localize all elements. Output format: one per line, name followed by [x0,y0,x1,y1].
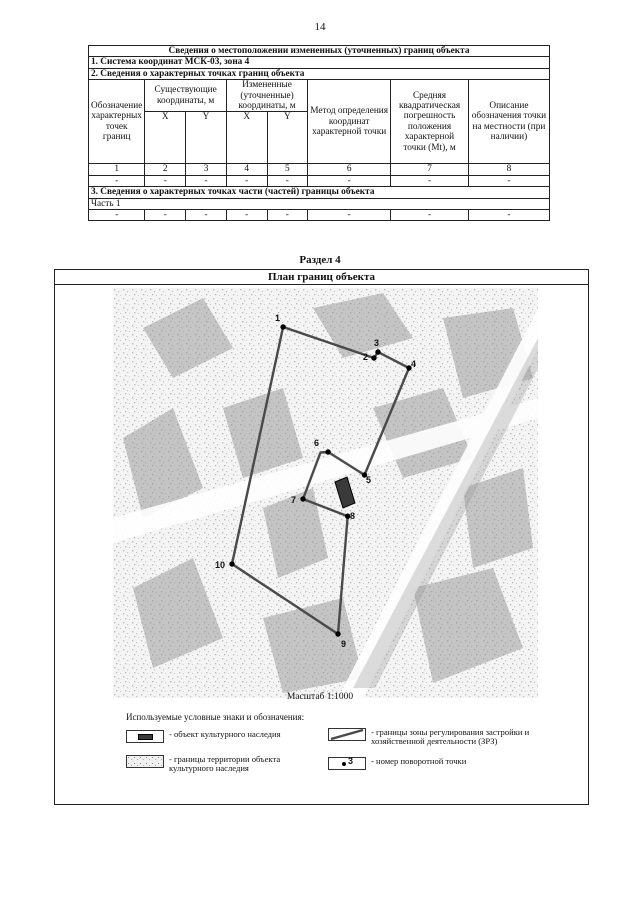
header-existing-y: Y [186,112,227,164]
legend-zone-boundary-text: - границы зоны регулирования застройки и хозяйственной деятельности (ЗРЗ) [371,727,530,747]
table-cell: - [468,210,549,221]
page-number: 14 [314,21,326,33]
plan-frame [54,269,589,805]
table-cell: - [186,210,227,221]
col-number: 7 [391,164,469,175]
table-cell: - [267,210,308,221]
legend-item-territory-boundary [126,755,309,774]
header-existing: Существующие координаты, м [145,80,227,112]
boundary-info-table [88,45,550,221]
table-cell: - [267,175,308,186]
table-cell: - [89,210,145,221]
table-cell: - [145,175,186,186]
header-designation: Обозначение характерных точек границ [89,80,145,164]
part-label-row: Часть 1 [89,198,550,209]
point-label-3: 3 [374,338,380,348]
point-label-7: 7 [291,495,297,505]
zone-boundary-swatch [328,728,366,741]
point-label-8: 8 [350,511,356,521]
part-points-section-row: 3. Сведения о характерных точках части (частей) границы объекта [89,187,550,198]
header-changed-y: Y [267,112,308,164]
col-number: 1 [89,164,145,175]
header-error: Средняя квадратическая погрешность положения характерной точки (Mt), м [391,80,469,164]
col-number: 5 [267,164,308,175]
scale-label: Масштаб 1:1000 [286,692,354,702]
coord-system-row: 1. Система координат МСК-03, зона 4 [89,57,550,68]
col-number: 3 [186,164,227,175]
points-section-row: 2. Сведения о характерных точках границ объекта [89,68,550,79]
table-cell: - [308,210,391,221]
legend-heritage-object-text: - объект культурного наследия [169,729,281,739]
legend-item-point-number [328,757,466,770]
header-description: Описание обозначения точки на местности (при наличии) [468,80,549,164]
point-number-sample: 3 [348,756,354,766]
table-cell: - [226,175,267,186]
table-cell: - [145,210,186,221]
section-title: Раздел 4 [299,254,341,266]
legend-item-heritage-object [126,730,281,743]
boundary-map [113,288,538,698]
table-cell: - [226,210,267,221]
header-changed: Измененные (уточненные) координаты, м [226,80,307,112]
header-method: Метод определения координат характерной точки [308,80,391,164]
point-label-5: 5 [366,475,372,485]
header-existing-x: X [145,112,186,164]
table-cell: - [468,175,549,186]
plan-title: План границ объекта [55,270,588,285]
point-label-2: 2 [363,352,369,362]
point-number-swatch [328,757,366,770]
table-cell: - [89,175,145,186]
point-label-4: 4 [411,359,417,369]
header-changed-x: X [226,112,267,164]
legend-point-number-text: - номер поворотной точки [371,756,467,766]
legend-title: Используемые условные знаки и обозначения: [126,712,305,722]
legend-item-zone-boundary [328,728,551,747]
legend-territory-boundary-text: - границы территории объекта культурного наследия [169,754,281,774]
territory-swatch [126,755,164,768]
table-cell: - [391,210,469,221]
col-number: 6 [308,164,391,175]
heritage-object-swatch [126,730,164,743]
point-label-10: 10 [215,560,226,570]
map-background-texture [113,288,538,698]
point-label-1: 1 [275,313,281,323]
col-number: 4 [226,164,267,175]
col-number: 2 [145,164,186,175]
table-cell: - [391,175,469,186]
point-label-9: 9 [341,639,347,649]
table-cell: - [308,175,391,186]
table-title: Сведения о местоположении измененных (уточненных) границ объекта [89,46,550,57]
table-cell: - [186,175,227,186]
col-number: 8 [468,164,549,175]
point-label-6: 6 [314,438,320,448]
